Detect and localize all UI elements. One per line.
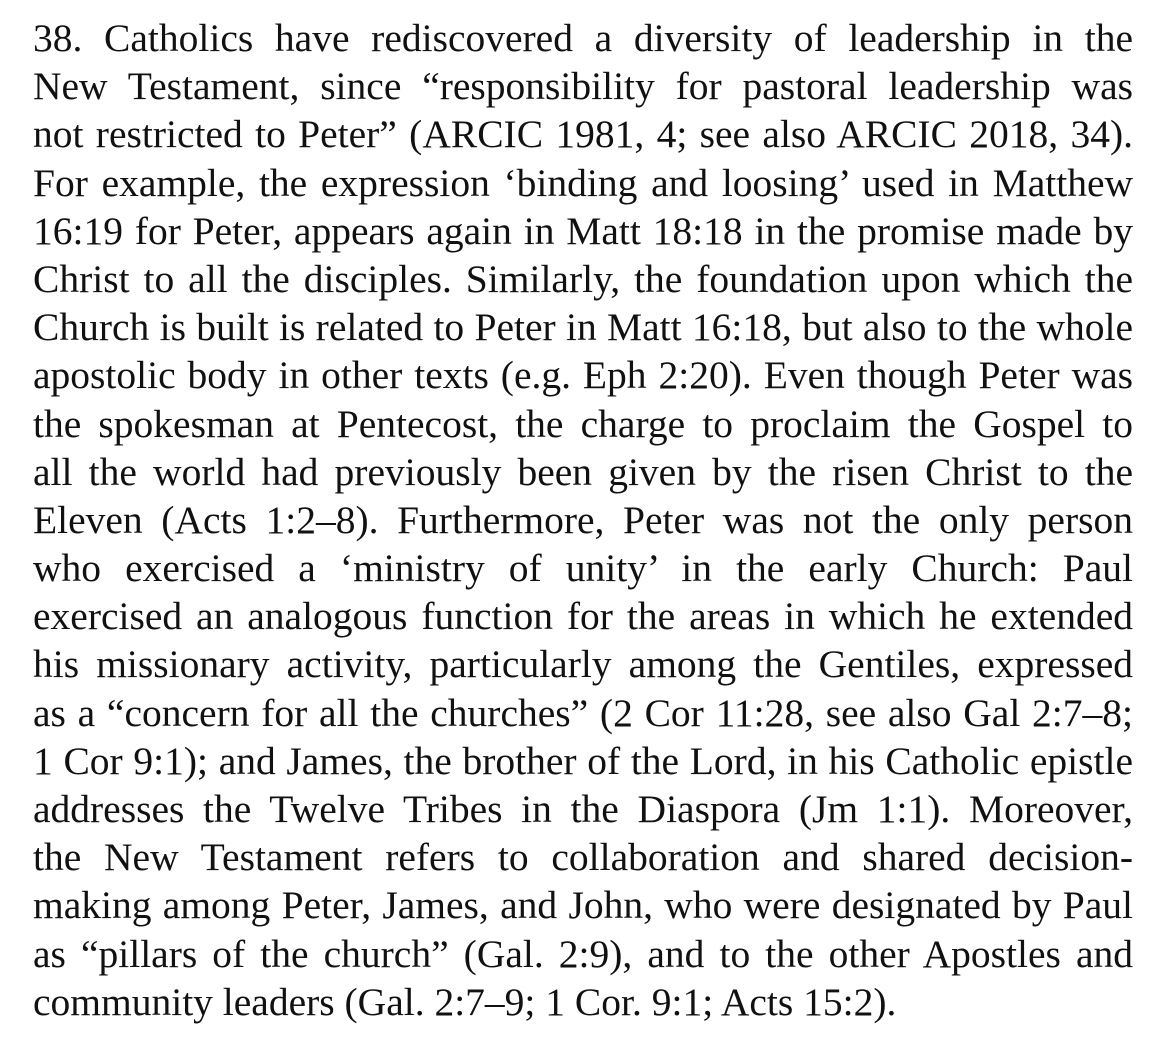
paragraph-line: the New Testament refers to collaboration and shared decision- [33,835,1133,880]
paragraph-line: making among Peter, James, and John, who were designated by Paul [33,883,1133,928]
paragraph-line: addresses the Twelve Tribes in the Diaspora (Jm 1:1). Moreover, [33,787,1133,831]
document-page [33,14,1133,1026]
paragraph-line: who exercised a ‘ministry of unity’ in the early Church: Paul [33,546,1133,591]
paragraph-line: community leaders (Gal. 2:7–9; 1 Cor. 9:1; Acts 15:2). [33,979,897,1024]
paragraph-line: Church is built is related to Peter in Matt 16:18, but also to the whole [33,305,1133,350]
paragraph-line: 38. Catholics have rediscovered a diversity of leadership in the [33,16,1133,60]
paragraph-line: For example, the expression ‘binding and loosing’ used in Matthew [33,160,1133,205]
paragraph-line: the spokesman at Pentecost, the charge to proclaim the Gospel to [33,401,1133,446]
paragraph-38 [33,14,1133,1026]
paragraph-line: as a “concern for all the churches” (2 Cor 11:28, see also Gal 2:7–8; [33,690,1133,735]
paragraph-line: exercised an analogous function for the areas in which he extended [33,594,1133,639]
paragraph-line: 1 Cor 9:1); and James, the brother of the Lord, in his Catholic epistle [33,738,1133,783]
paragraph-line: Christ to all the disciples. Similarly, the foundation upon which the [33,256,1133,301]
paragraph-line: his missionary activity, particularly among the Gentiles, expressed [33,642,1133,687]
paragraph-line: as “pillars of the church” (Gal. 2:9), and to the other Apostles and [33,931,1133,976]
paragraph-line: Eleven (Acts 1:2–8). Furthermore, Peter was not the only person [33,497,1133,542]
paragraph-line: all the world had previously been given by the risen Christ to the [33,449,1133,494]
paragraph-line: New Testament, since “responsibility for pastoral leadership was [33,64,1133,109]
paragraph-line: apostolic body in other texts (e.g. Eph 2:20). Even though Peter was [33,353,1133,398]
paragraph-line: 16:19 for Peter, appears again in Matt 18:18 in the promise made by [33,208,1133,253]
paragraph-line: not restricted to Peter” (ARCIC 1981, 4; see also ARCIC 2018, 34). [33,112,1133,157]
